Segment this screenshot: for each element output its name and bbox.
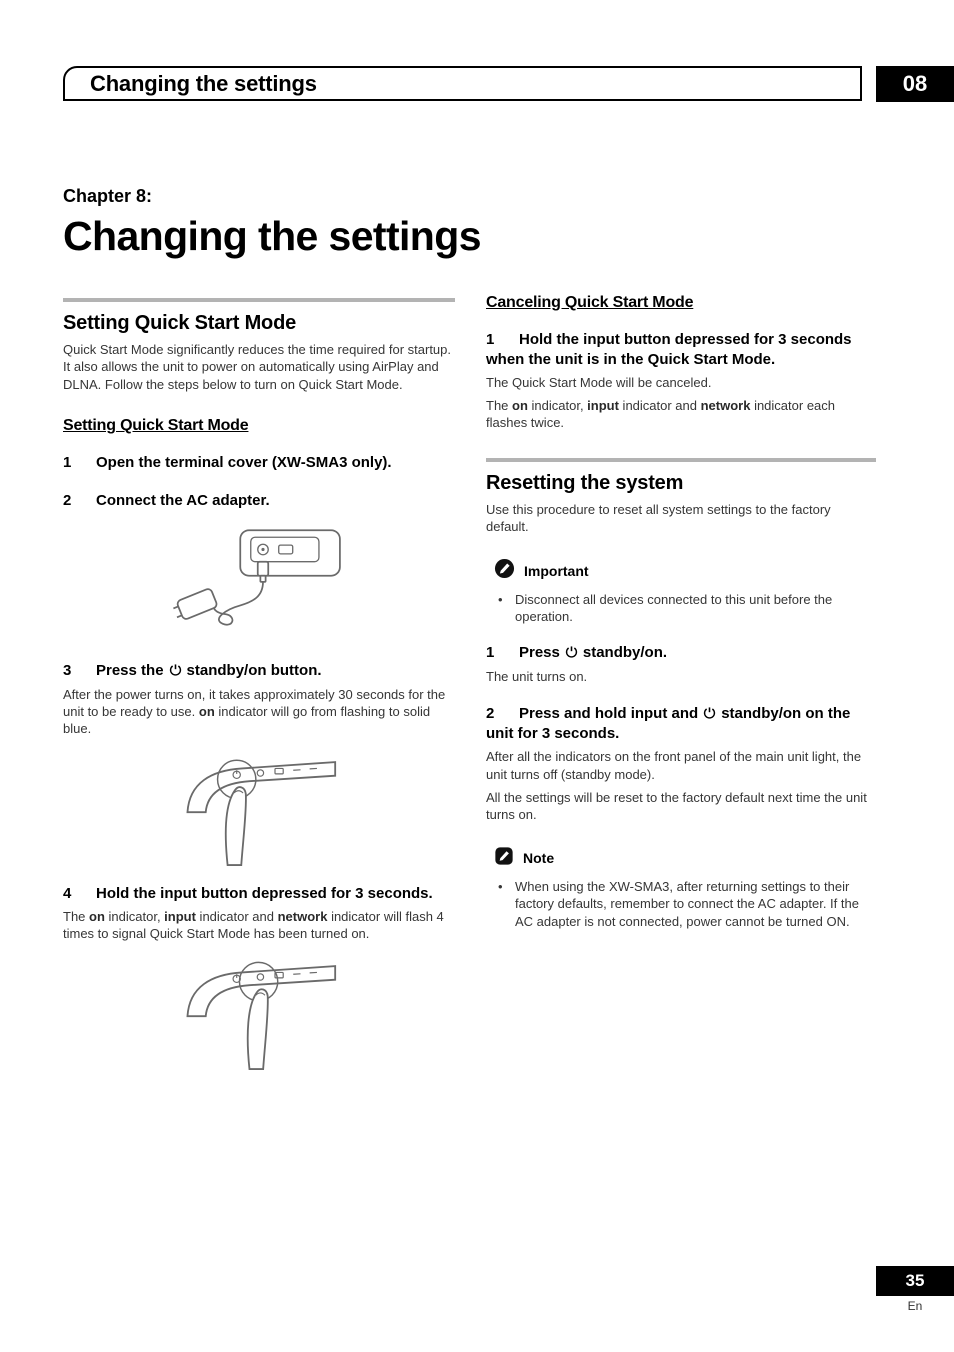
bullet-marker: • — [498, 878, 503, 894]
step-number: 1 — [486, 331, 495, 348]
subheading-canceling-quick-start: Canceling Quick Start Mode — [486, 294, 694, 311]
section-header-bar — [63, 66, 862, 101]
step-1 — [63, 453, 455, 473]
important-callout — [486, 558, 876, 584]
section-intro: Quick Start Mode significantly reduces the time required for startup. It also allows the unit to power on automatically using AirPlay and DLNA. Follow the steps below to turn on Quick Start Mode. — [63, 342, 452, 392]
cancel-step-1-description: The Quick Start Mode will be canceled. — [486, 374, 712, 390]
step-text-pre: Press — [519, 644, 560, 662]
step-number: 3 — [63, 661, 72, 679]
reset-step-2-description-2: All the settings will be reset to the factory default next time the unit turns on. — [486, 790, 867, 823]
step-text-post: standby/on on the unit for 3 seconds. — [486, 704, 851, 743]
step-text: Hold the input button depressed for 3 seconds when the unit is in the Quick Start Mode. — [486, 331, 852, 368]
step-number: 1 — [486, 644, 495, 662]
section-divider — [63, 298, 455, 302]
step-4-description: The on indicator, input indicator and network indicator will flash 4 times to signal Quick Start Mode has been turned on. — [63, 908, 444, 942]
step-text-post: standby/on button. — [186, 661, 322, 679]
cancel-indicator-description: The on indicator, input indicator and network indicator each flashes twice. — [486, 398, 836, 431]
page-language: En — [907, 1299, 923, 1313]
bullet-text: When using the XW-SMA3, after returning settings to their factory defaults, remember to connect the AC adapter. If the AC adapter is not connected, power cannot be turned ON. — [515, 878, 859, 929]
step-number: 2 — [63, 492, 72, 510]
reset-step-2-description-1: After all the indicators on the front panel of the main unit light, the unit turns off (standby mode). — [486, 749, 862, 782]
chapter-title: Changing the settings — [63, 213, 481, 259]
page-number-badge: 35 — [876, 1266, 954, 1296]
ac-adapter-illustration-svg — [172, 525, 347, 643]
reset-step-1-description: The unit turns on. — [486, 669, 588, 685]
step-text — [519, 644, 667, 661]
step-3 — [63, 661, 455, 682]
step-text-pre: Press the — [96, 661, 164, 679]
section-divider — [486, 458, 876, 462]
cancel-step-1 — [486, 330, 876, 370]
step-number: 2 — [486, 704, 495, 722]
step-text: Open the terminal cover (XW-SMA3 only). — [96, 454, 392, 472]
press-standby-on-button-illustration — [63, 752, 455, 866]
section-heading-resetting: Resetting the system — [486, 471, 684, 494]
hold-input-illustration-svg — [182, 956, 337, 1070]
reset-step-1 — [486, 643, 876, 664]
step-4 — [63, 884, 455, 904]
step-text: Hold the input button depressed for 3 seconds. — [96, 884, 433, 902]
reset-step-2 — [486, 704, 876, 745]
right-column — [486, 294, 876, 930]
power-standby-icon — [565, 644, 578, 664]
important-label: Important — [524, 562, 589, 579]
step-text — [486, 705, 850, 743]
section-header-title: Changing the settings — [90, 70, 317, 96]
step-text-post: standby/on. — [582, 644, 668, 662]
subheading-setting-quick-start: Setting Quick Start Mode — [63, 417, 249, 435]
step-text: Connect the AC adapter. — [96, 492, 270, 510]
step-3-description: After the power turns on, it takes approximately 30 seconds for the unit to be ready to use. on indicator will go from flashing to solid blue. — [63, 686, 446, 737]
power-standby-icon — [703, 705, 716, 725]
left-column — [63, 298, 455, 1074]
power-standby-icon — [169, 662, 182, 682]
bullet-marker: • — [498, 591, 503, 607]
chapter-title-block — [63, 186, 481, 260]
chapter-kicker: Chapter 8: — [63, 186, 153, 206]
important-bullet-item — [486, 591, 876, 626]
reset-intro: Use this procedure to reset all system settings to the factory default. — [486, 501, 831, 535]
step-number: 4 — [63, 884, 72, 902]
ac-adapter-connection-illustration — [63, 525, 455, 643]
step-text-pre: Press and hold input and — [519, 704, 699, 722]
note-label: Note — [523, 850, 555, 867]
hold-input-button-illustration — [63, 956, 455, 1070]
chapter-number-badge: 08 — [876, 66, 954, 102]
step-2 — [63, 491, 455, 511]
important-icon — [494, 558, 515, 584]
note-callout — [486, 846, 876, 871]
press-standby-illustration-svg — [182, 752, 337, 866]
step-number: 1 — [63, 454, 72, 472]
note-bullet-item — [486, 878, 876, 930]
note-icon — [494, 846, 514, 871]
section-heading-quick-start: Setting Quick Start Mode — [63, 312, 297, 334]
bullet-text: Disconnect all devices connected to this unit before the operation. — [515, 591, 833, 625]
step-text — [96, 662, 322, 679]
